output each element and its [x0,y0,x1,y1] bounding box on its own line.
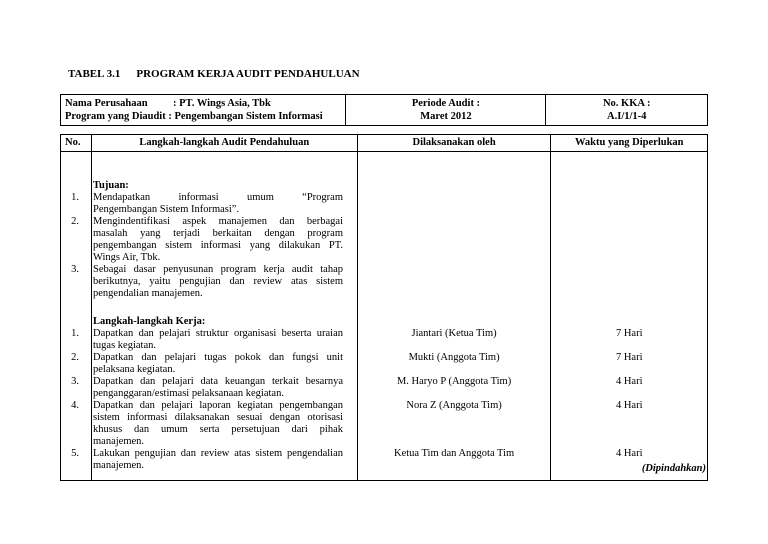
tujuan-item-line: Sebagai dasar penyusunan program kerja audit tahap [93,264,343,275]
company-program-cell [61,95,346,126]
company-label: Nama Perusahaan [65,98,148,109]
time-required: 7 Hari [615,328,643,339]
col-no: No. [61,135,92,152]
footer-note: (Dipindahkan) [641,463,706,474]
tujuan-item-line: pengendalian manajemen. [93,288,203,299]
executor-name: Mukti (Anggota Tim) [408,352,500,363]
langkah-item-number: 1. [71,328,79,339]
table-number: TABEL 3.1 [68,68,121,80]
langkah-item-line: manajemen. [93,460,145,471]
program-table [60,134,708,481]
kka-value: A.I/1/1-4 [607,111,647,122]
tujuan-item-number: 1. [71,192,79,203]
tujuan-item-line: Pengembangan Sistem Informasi”. [93,204,240,215]
langkah-item-number: 3. [71,376,79,387]
company-value: : PT. Wings Asia, Tbk [173,98,271,109]
tujuan-item-line: berikutnya, yaitu pengujian dan review atas sistem [93,276,343,287]
column-header-row [61,135,708,152]
col-time: Waktu yang Diperlukan [551,135,708,152]
langkah-item-line: Dapatkan dan pelajari tugas pokok dan fungsi unit [93,352,343,363]
langkah-item-line: khusus dan umum serta persetujuan dari pihak [93,424,343,435]
tujuan-item-line: Mendapatkan informasi umum “Program [93,192,343,203]
tujuan-heading: Tujuan: [93,180,129,191]
executor-name: Ketua Tim dan Anggota Tim [393,448,515,459]
steps-content [61,152,357,480]
langkah-heading: Langkah-langkah Kerja: [93,316,206,327]
executor-name: Jiantari (Ketua Tim) [411,328,497,339]
period-label: Periode Audit : [411,98,481,109]
by-content [358,152,551,480]
langkah-item-line: penganggaran/estimasi pelaksanaan kegiatan. [93,388,284,399]
executor-name: M. Haryo P (Anggota Tim) [396,376,512,387]
tujuan-item-line: masalah yang terjadi berkaitan dengan program [93,228,343,239]
langkah-item-number: 5. [71,448,79,459]
steps-cell [61,152,358,481]
period-cell [346,95,546,126]
langkah-item-line: Dapatkan dan pelajari struktur organisasi beserta uraian [93,328,343,339]
tujuan-item-number: 2. [71,216,79,227]
tujuan-item-number: 3. [71,264,79,275]
langkah-item-line: pelaksana kegiatan. [93,364,176,375]
tujuan-item-line: Mengindentifikasi aspek manajemen dan berbagai [93,216,343,227]
time-required: 4 Hari [615,448,643,459]
langkah-item-line: Dapatkan dan pelajari laporan kegiatan pengembangan [93,400,343,411]
langkah-item-number: 2. [71,352,79,363]
time-required: 7 Hari [615,352,643,363]
column-divider [91,152,92,480]
by-cell [357,152,551,481]
program-label: Program yang Diaudit [65,111,166,122]
langkah-item-line: tugas kegiatan. [93,340,156,351]
time-required: 4 Hari [615,400,643,411]
header-table [60,94,708,126]
executor-name: Nora Z (Anggota Tim) [406,400,502,411]
langkah-item-number: 4. [71,400,79,411]
program-value: : Pengembangan Sistem Informasi [168,111,323,122]
kka-label: No. KKA : [602,98,651,109]
time-content [551,152,707,480]
col-by: Dilaksanakan oleh [357,135,551,152]
tujuan-item-line: Wings Air, Tbk. [93,252,161,263]
langkah-item-line: Dapatkan dan pelajari data keuangan terkait besarnya [93,376,343,387]
period-value: Maret 2012 [420,111,472,122]
time-required: 4 Hari [615,376,643,387]
langkah-item-line: sistem informasi dilaksanakan sesuai dengan otorisasi [93,412,343,423]
table-body-row [61,152,708,481]
time-cell [551,152,708,481]
table-title-text: PROGRAM KERJA AUDIT PENDAHULUAN [136,68,360,80]
langkah-item-line: manajemen. [93,436,145,447]
kka-cell [546,95,708,126]
langkah-item-line: Lakukan pengujian dan review atas sistem pengendalian [93,448,343,459]
tujuan-item-line: pengembangan sistem informasi yang dilakukan PT. [93,240,343,251]
table-title [68,68,360,80]
col-steps: Langkah-langkah Audit Pendahuluan [91,135,357,152]
